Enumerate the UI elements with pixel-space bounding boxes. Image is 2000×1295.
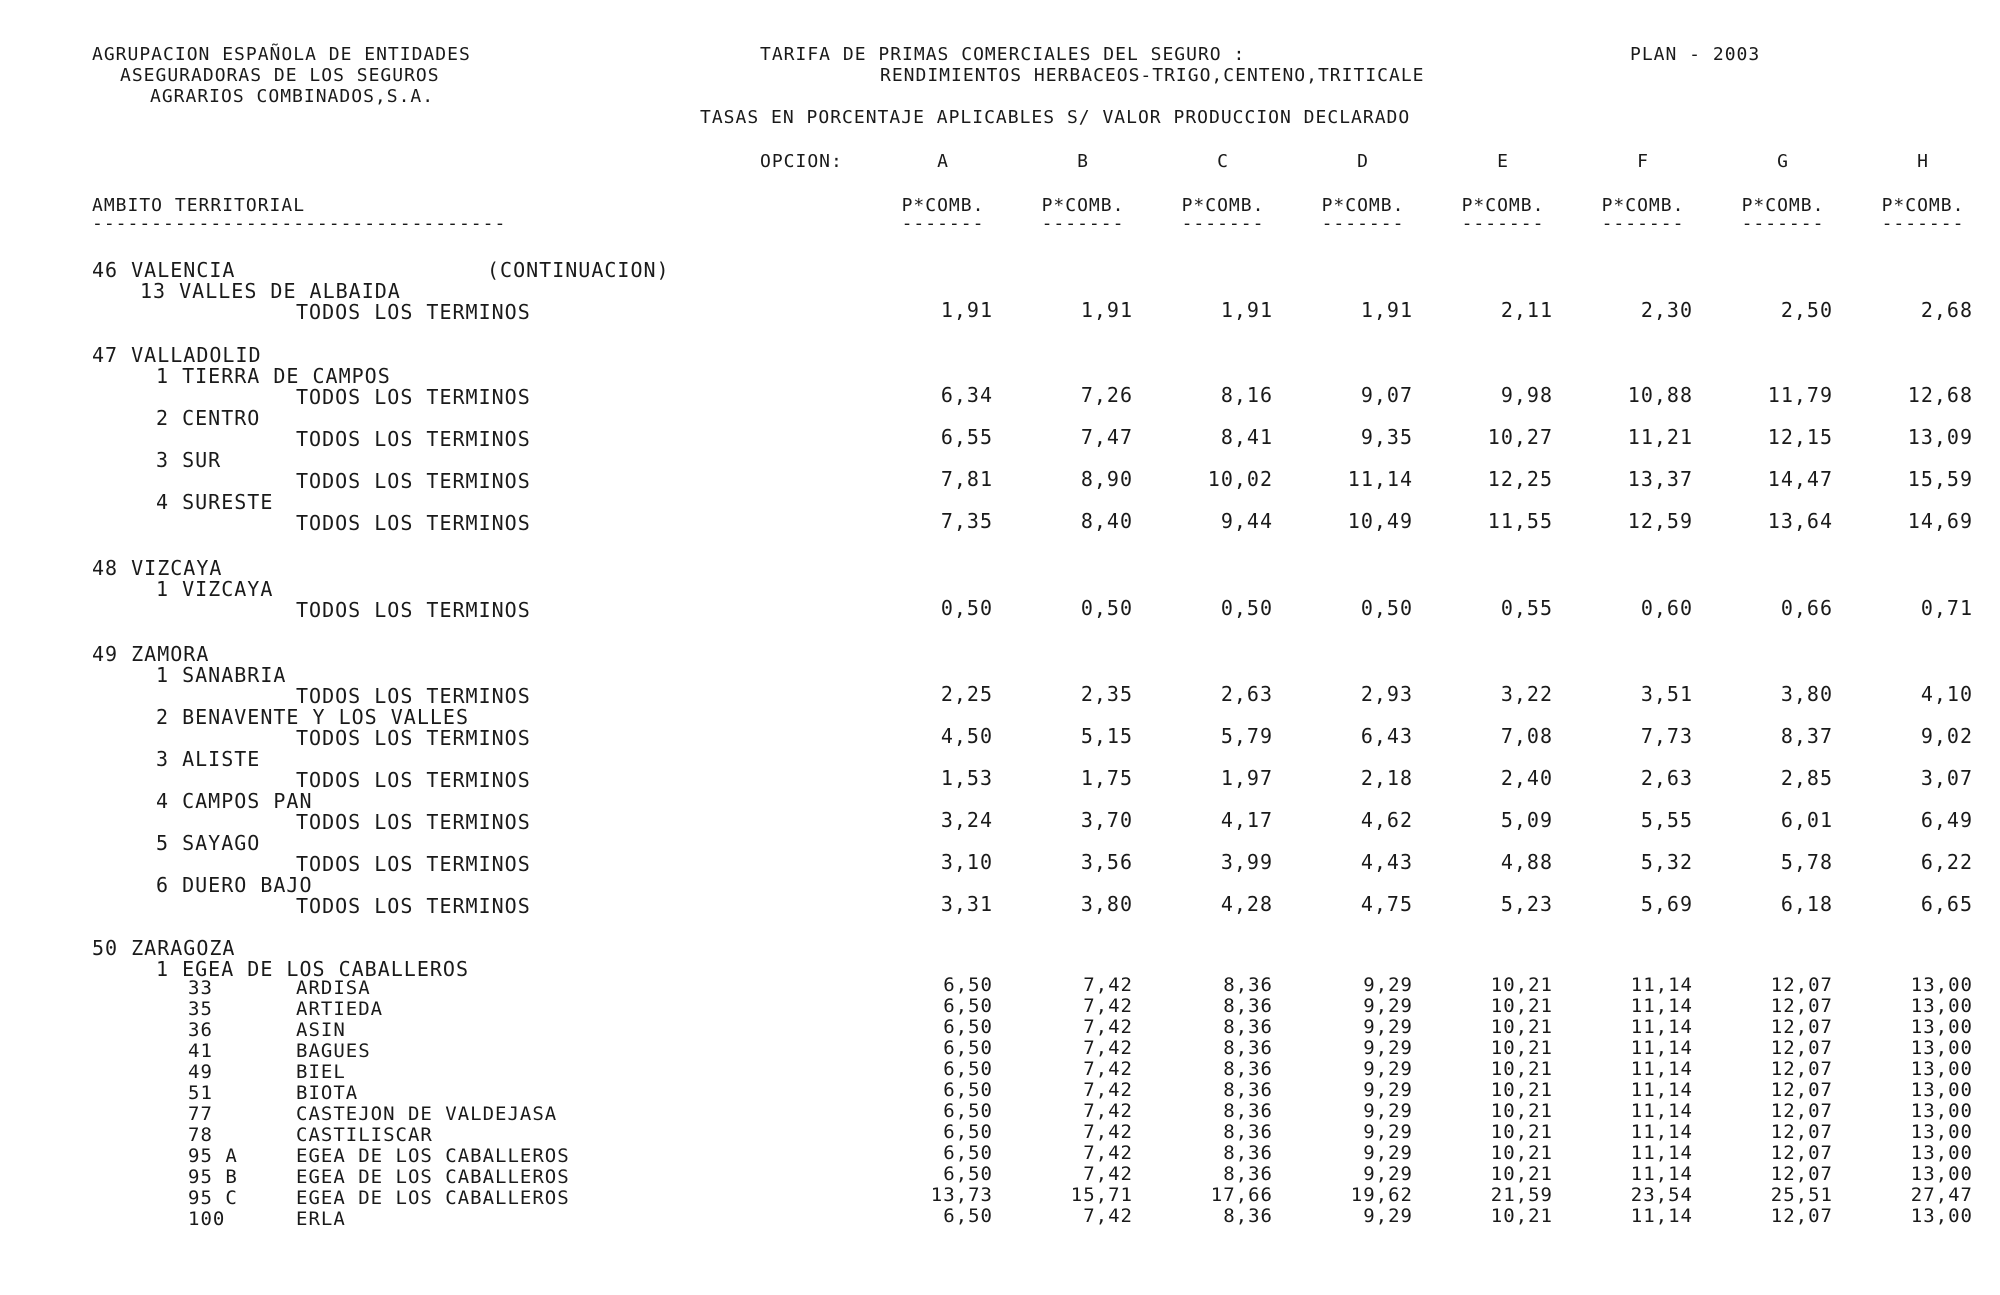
rate-value: 6,43 — [1360, 724, 1413, 748]
rate-value: 10,21 — [1490, 1142, 1553, 1164]
comb-dashes: ------- — [1461, 213, 1545, 234]
opcion-label: OPCION: — [760, 151, 843, 172]
rate-value: 3,10 — [940, 850, 993, 874]
term-name: EGEA DE LOS CABALLEROS — [296, 1187, 570, 1209]
rate-value: 10,21 — [1490, 1016, 1553, 1038]
comarca-name: 3 SUR — [156, 448, 222, 472]
rate-value: 2,11 — [1500, 298, 1553, 322]
comb-header: P*COMB. — [901, 195, 985, 216]
rate-value: 12,25 — [1487, 467, 1553, 491]
comb-dashes: ------- — [1181, 213, 1265, 234]
rate-value: 0,50 — [1360, 596, 1413, 620]
rate-value: 11,14 — [1630, 1037, 1693, 1059]
rate-value: 13,00 — [1910, 1016, 1973, 1038]
rate-value: 10,21 — [1490, 1037, 1553, 1059]
rate-value: 4,10 — [1920, 682, 1973, 706]
ambito-label: AMBITO TERRITORIAL — [92, 195, 306, 216]
comarca-name: 1 SANABRIA — [156, 663, 287, 687]
rate-value: 5,55 — [1640, 808, 1693, 832]
rate-value: 7,47 — [1080, 425, 1133, 449]
rate-value: 4,62 — [1360, 808, 1413, 832]
rate-value: 11,14 — [1347, 467, 1413, 491]
option-header-f: F — [1637, 151, 1649, 172]
rate-value: 11,14 — [1630, 1100, 1693, 1122]
rate-value: 7,73 — [1640, 724, 1693, 748]
org-name-line2: ASEGURADORAS DE LOS SEGUROS — [120, 65, 440, 86]
plan-year: PLAN - 2003 — [1630, 44, 1761, 65]
comarca-name: 2 BENAVENTE Y LOS VALLES — [156, 705, 469, 729]
term-code: 36 — [188, 1019, 213, 1041]
rate-value: 11,14 — [1630, 1058, 1693, 1080]
comb-dashes: ------- — [1741, 213, 1825, 234]
terms-label: TODOS LOS TERMINOS — [296, 894, 531, 918]
term-code: 95 A — [188, 1145, 238, 1167]
rate-value: 3,51 — [1640, 682, 1693, 706]
rate-value: 2,93 — [1360, 682, 1413, 706]
province-title: 49 ZAMORA — [92, 642, 210, 666]
rate-value: 13,73 — [930, 1184, 993, 1206]
rate-value: 7,42 — [1083, 1205, 1133, 1227]
rate-value: 8,36 — [1223, 1100, 1273, 1122]
rate-value: 21,59 — [1490, 1184, 1553, 1206]
rate-value: 12,07 — [1770, 1037, 1833, 1059]
comarca-name: 13 VALLES DE ALBAIDA — [140, 279, 401, 303]
rate-value: 9,35 — [1360, 425, 1413, 449]
rate-value: 13,64 — [1767, 509, 1833, 533]
rate-value: 8,37 — [1780, 724, 1833, 748]
rate-value: 0,50 — [1220, 596, 1273, 620]
term-code: 51 — [188, 1082, 213, 1104]
rate-value: 6,49 — [1920, 808, 1973, 832]
comb-header: P*COMB. — [1601, 195, 1685, 216]
term-name: ASIN — [296, 1019, 346, 1041]
rate-value: 5,69 — [1640, 892, 1693, 916]
rate-value: 3,24 — [940, 808, 993, 832]
rate-value: 9,07 — [1360, 383, 1413, 407]
rate-value: 10,88 — [1627, 383, 1693, 407]
rate-value: 9,29 — [1363, 1037, 1413, 1059]
rate-value: 2,63 — [1220, 682, 1273, 706]
comb-header: P*COMB. — [1181, 195, 1265, 216]
rate-value: 4,17 — [1220, 808, 1273, 832]
rate-value: 8,36 — [1223, 1142, 1273, 1164]
term-code: 95 C — [188, 1187, 238, 1209]
rate-value: 7,26 — [1080, 383, 1133, 407]
rate-value: 9,29 — [1363, 1205, 1413, 1227]
rate-value: 6,50 — [943, 1058, 993, 1080]
term-code: 77 — [188, 1103, 213, 1125]
terms-label: TODOS LOS TERMINOS — [296, 300, 531, 324]
ambito-dashes: ----------------------------------- — [92, 213, 507, 234]
term-code: 100 — [188, 1208, 226, 1230]
rate-value: 9,98 — [1500, 383, 1553, 407]
rate-value: 12,15 — [1767, 425, 1833, 449]
comb-dashes: ------- — [901, 213, 985, 234]
rate-value: 2,25 — [940, 682, 993, 706]
rate-value: 4,75 — [1360, 892, 1413, 916]
option-header-d: D — [1357, 151, 1369, 172]
rate-value: 7,81 — [940, 467, 993, 491]
rate-value: 10,49 — [1347, 509, 1413, 533]
rate-value: 17,66 — [1210, 1184, 1273, 1206]
rate-value: 8,40 — [1080, 509, 1133, 533]
comarca-name: 6 DUERO BAJO — [156, 873, 313, 897]
rate-value: 9,29 — [1363, 1058, 1413, 1080]
rate-value: 8,36 — [1223, 995, 1273, 1017]
rate-value: 5,32 — [1640, 850, 1693, 874]
rate-value: 23,54 — [1630, 1184, 1693, 1206]
rate-value: 3,31 — [940, 892, 993, 916]
rate-value: 15,71 — [1070, 1184, 1133, 1206]
rate-value: 12,07 — [1770, 1205, 1833, 1227]
rate-value: 13,00 — [1910, 1058, 1973, 1080]
rate-value: 7,42 — [1083, 1121, 1133, 1143]
rate-value: 7,42 — [1083, 995, 1133, 1017]
comb-dashes: ------- — [1601, 213, 1685, 234]
option-header-b: B — [1077, 151, 1089, 172]
terms-label: TODOS LOS TERMINOS — [296, 427, 531, 451]
terms-label: TODOS LOS TERMINOS — [296, 726, 531, 750]
rate-value: 12,07 — [1770, 1058, 1833, 1080]
rate-value: 11,21 — [1627, 425, 1693, 449]
province-title: 50 ZARAGOZA — [92, 936, 236, 960]
rate-value: 11,14 — [1630, 1079, 1693, 1101]
terms-label: TODOS LOS TERMINOS — [296, 810, 531, 834]
rate-value: 13,00 — [1910, 1163, 1973, 1185]
comarca-name: 4 CAMPOS PAN — [156, 789, 313, 813]
rate-value: 7,08 — [1500, 724, 1553, 748]
terms-label: TODOS LOS TERMINOS — [296, 385, 531, 409]
rate-value: 12,59 — [1627, 509, 1693, 533]
rate-value: 13,00 — [1910, 1037, 1973, 1059]
rate-value: 27,47 — [1910, 1184, 1973, 1206]
comarca-name: 5 SAYAGO — [156, 831, 261, 855]
rate-value: 11,14 — [1630, 1121, 1693, 1143]
rate-value: 11,14 — [1630, 1205, 1693, 1227]
rate-value: 6,50 — [943, 1079, 993, 1101]
rate-value: 1,53 — [940, 766, 993, 790]
rate-value: 11,14 — [1630, 1016, 1693, 1038]
rate-value: 12,07 — [1770, 974, 1833, 996]
rate-value: 2,35 — [1080, 682, 1133, 706]
rate-value: 7,42 — [1083, 1100, 1133, 1122]
rate-value: 12,07 — [1770, 1142, 1833, 1164]
comarca-name: 2 CENTRO — [156, 406, 261, 430]
terms-label: TODOS LOS TERMINOS — [296, 684, 531, 708]
rate-value: 0,50 — [1080, 596, 1133, 620]
rate-value: 8,36 — [1223, 1016, 1273, 1038]
term-name: BAGUES — [296, 1040, 371, 1062]
rate-value: 7,42 — [1083, 1079, 1133, 1101]
rate-value: 8,41 — [1220, 425, 1273, 449]
rate-value: 15,59 — [1907, 467, 1973, 491]
rate-value: 7,35 — [940, 509, 993, 533]
rate-value: 7,42 — [1083, 1142, 1133, 1164]
option-header-c: C — [1217, 151, 1229, 172]
rate-value: 1,75 — [1080, 766, 1133, 790]
rate-value: 12,68 — [1907, 383, 1973, 407]
comb-header: P*COMB. — [1321, 195, 1405, 216]
rate-value: 10,02 — [1207, 467, 1273, 491]
org-name-line1: AGRUPACION ESPAÑOLA DE ENTIDADES — [92, 44, 471, 65]
rate-value: 10,21 — [1490, 1058, 1553, 1080]
rate-value: 1,91 — [1080, 298, 1133, 322]
rate-value: 5,79 — [1220, 724, 1273, 748]
rate-value: 9,29 — [1363, 1121, 1413, 1143]
rate-value: 1,91 — [940, 298, 993, 322]
rate-value: 3,56 — [1080, 850, 1133, 874]
rate-value: 7,42 — [1083, 1058, 1133, 1080]
rate-value: 11,14 — [1630, 1163, 1693, 1185]
rate-value: 6,50 — [943, 1205, 993, 1227]
terms-label: TODOS LOS TERMINOS — [296, 852, 531, 876]
comb-dashes: ------- — [1321, 213, 1405, 234]
rate-value: 10,21 — [1490, 1100, 1553, 1122]
rate-value: 10,21 — [1490, 1205, 1553, 1227]
rate-value: 4,50 — [940, 724, 993, 748]
rate-value: 11,55 — [1487, 509, 1553, 533]
rate-value: 9,29 — [1363, 1016, 1413, 1038]
term-code: 78 — [188, 1124, 213, 1146]
rate-value: 2,85 — [1780, 766, 1833, 790]
comb-header: P*COMB. — [1881, 195, 1965, 216]
rate-value: 5,23 — [1500, 892, 1553, 916]
rate-value: 8,90 — [1080, 467, 1133, 491]
rate-value: 14,47 — [1767, 467, 1833, 491]
term-name: BIEL — [296, 1061, 346, 1083]
rate-value: 9,02 — [1920, 724, 1973, 748]
option-header-a: A — [937, 151, 949, 172]
rate-value: 3,80 — [1080, 892, 1133, 916]
rate-value: 6,50 — [943, 1163, 993, 1185]
rate-value: 7,42 — [1083, 1163, 1133, 1185]
term-name: ARTIEDA — [296, 998, 384, 1020]
rate-value: 11,14 — [1630, 1142, 1693, 1164]
rate-value: 10,21 — [1490, 1079, 1553, 1101]
rate-value: 9,29 — [1363, 995, 1413, 1017]
rate-value: 0,55 — [1500, 596, 1553, 620]
rate-value: 13,00 — [1910, 1100, 1973, 1122]
comarca-name: 3 ALISTE — [156, 747, 261, 771]
rate-value: 8,36 — [1223, 974, 1273, 996]
rate-value: 6,50 — [943, 1016, 993, 1038]
comb-header: P*COMB. — [1461, 195, 1545, 216]
rate-value: 4,88 — [1500, 850, 1553, 874]
option-header-g: G — [1777, 151, 1789, 172]
term-code: 33 — [188, 977, 213, 999]
rate-value: 5,09 — [1500, 808, 1553, 832]
rate-value: 9,29 — [1363, 1163, 1413, 1185]
province-title: 46 VALENCIA — [92, 258, 236, 282]
province-title: 47 VALLADOLID — [92, 343, 262, 367]
rate-value: 6,34 — [940, 383, 993, 407]
rate-value: 2,30 — [1640, 298, 1693, 322]
rate-value: 12,07 — [1770, 1163, 1833, 1185]
tariff-title: TARIFA DE PRIMAS COMERCIALES DEL SEGURO : — [760, 44, 1246, 65]
option-header-h: H — [1917, 151, 1929, 172]
rate-value: 7,42 — [1083, 1016, 1133, 1038]
rate-value: 6,65 — [1920, 892, 1973, 916]
term-code: 41 — [188, 1040, 213, 1062]
rate-value: 9,44 — [1220, 509, 1273, 533]
term-name: ARDISA — [296, 977, 371, 999]
rate-value: 8,36 — [1223, 1037, 1273, 1059]
rate-value: 0,50 — [940, 596, 993, 620]
rate-value: 19,62 — [1350, 1184, 1413, 1206]
rate-value: 6,22 — [1920, 850, 1973, 874]
term-name: CASTILISCAR — [296, 1124, 433, 1146]
rate-value: 6,50 — [943, 1121, 993, 1143]
rate-value: 4,43 — [1360, 850, 1413, 874]
rate-value: 11,79 — [1767, 383, 1833, 407]
rates-subtitle: TASAS EN PORCENTAJE APLICABLES S/ VALOR PRODUCCION DECLARADO — [700, 107, 1411, 128]
rate-value: 25,51 — [1770, 1184, 1833, 1206]
rate-value: 14,69 — [1907, 509, 1973, 533]
rate-value: 12,07 — [1770, 995, 1833, 1017]
term-name: BIOTA — [296, 1082, 359, 1104]
rate-value: 7,42 — [1083, 1037, 1133, 1059]
rate-value: 13,00 — [1910, 974, 1973, 996]
term-name: EGEA DE LOS CABALLEROS — [296, 1145, 570, 1167]
rate-value: 10,27 — [1487, 425, 1553, 449]
rate-value: 6,50 — [943, 974, 993, 996]
rate-value: 3,99 — [1220, 850, 1273, 874]
comarca-name: 4 SURESTE — [156, 490, 274, 514]
province-title: 48 VIZCAYA — [92, 556, 223, 580]
rate-value: 5,78 — [1780, 850, 1833, 874]
term-name: ERLA — [296, 1208, 346, 1230]
rate-value: 1,91 — [1360, 298, 1413, 322]
rate-value: 2,50 — [1780, 298, 1833, 322]
term-name: CASTEJON DE VALDEJASA — [296, 1103, 558, 1125]
rate-value: 12,07 — [1770, 1121, 1833, 1143]
comb-header: P*COMB. — [1741, 195, 1825, 216]
rate-value: 11,14 — [1630, 995, 1693, 1017]
comb-dashes: ------- — [1041, 213, 1125, 234]
rate-value: 0,66 — [1780, 596, 1833, 620]
rate-value: 6,01 — [1780, 808, 1833, 832]
rate-value: 6,50 — [943, 995, 993, 1017]
terms-label: TODOS LOS TERMINOS — [296, 768, 531, 792]
terms-label: TODOS LOS TERMINOS — [296, 469, 531, 493]
continuation-label: (CONTINUACION) — [487, 258, 670, 282]
rate-value: 11,14 — [1630, 974, 1693, 996]
comarca-name: 1 VIZCAYA — [156, 577, 274, 601]
rate-value: 6,55 — [940, 425, 993, 449]
rate-value: 12,07 — [1770, 1016, 1833, 1038]
rate-value: 3,70 — [1080, 808, 1133, 832]
rate-value: 1,97 — [1220, 766, 1273, 790]
rate-value: 13,00 — [1910, 1142, 1973, 1164]
comarca-name: 1 EGEA DE LOS CABALLEROS — [156, 957, 469, 981]
rate-value: 10,21 — [1490, 1121, 1553, 1143]
rate-value: 12,07 — [1770, 1079, 1833, 1101]
rate-value: 0,60 — [1640, 596, 1693, 620]
comarca-name: 1 TIERRA DE CAMPOS — [156, 364, 391, 388]
rate-value: 13,00 — [1910, 1205, 1973, 1227]
rate-value: 9,29 — [1363, 1142, 1413, 1164]
rate-value: 8,36 — [1223, 1163, 1273, 1185]
rate-value: 9,29 — [1363, 1100, 1413, 1122]
org-name-line3: AGRARIOS COMBINADOS,S.A. — [150, 86, 435, 107]
comb-header: P*COMB. — [1041, 195, 1125, 216]
rate-value: 13,00 — [1910, 995, 1973, 1017]
term-code: 49 — [188, 1061, 213, 1083]
rate-value: 2,63 — [1640, 766, 1693, 790]
rate-value: 12,07 — [1770, 1100, 1833, 1122]
rate-value: 0,71 — [1920, 596, 1973, 620]
rate-value: 6,18 — [1780, 892, 1833, 916]
rate-value: 1,91 — [1220, 298, 1273, 322]
rate-value: 13,00 — [1910, 1079, 1973, 1101]
rate-value: 8,16 — [1220, 383, 1273, 407]
term-name: EGEA DE LOS CABALLEROS — [296, 1166, 570, 1188]
rate-value: 13,00 — [1910, 1121, 1973, 1143]
term-code: 35 — [188, 998, 213, 1020]
rate-value: 3,07 — [1920, 766, 1973, 790]
rate-value: 10,21 — [1490, 1163, 1553, 1185]
rate-value: 8,36 — [1223, 1205, 1273, 1227]
rate-value: 2,40 — [1500, 766, 1553, 790]
terms-label: TODOS LOS TERMINOS — [296, 598, 531, 622]
rate-value: 10,21 — [1490, 974, 1553, 996]
rate-value: 8,36 — [1223, 1079, 1273, 1101]
rate-value: 8,36 — [1223, 1058, 1273, 1080]
comb-dashes: ------- — [1881, 213, 1965, 234]
rate-value: 4,28 — [1220, 892, 1273, 916]
rate-value: 13,09 — [1907, 425, 1973, 449]
rate-value: 9,29 — [1363, 1079, 1413, 1101]
rate-value: 9,29 — [1363, 974, 1413, 996]
rate-value: 6,50 — [943, 1037, 993, 1059]
rate-value: 5,15 — [1080, 724, 1133, 748]
term-code: 95 B — [188, 1166, 238, 1188]
rate-value: 3,80 — [1780, 682, 1833, 706]
rate-value: 2,18 — [1360, 766, 1413, 790]
rate-value: 3,22 — [1500, 682, 1553, 706]
rate-value: 13,37 — [1627, 467, 1693, 491]
rate-value: 2,68 — [1920, 298, 1973, 322]
tariff-crop: RENDIMIENTOS HERBACEOS-TRIGO,CENTENO,TRITICALE — [880, 65, 1425, 86]
option-header-e: E — [1497, 151, 1509, 172]
rate-value: 6,50 — [943, 1100, 993, 1122]
rate-value: 7,42 — [1083, 974, 1133, 996]
rate-value: 10,21 — [1490, 995, 1553, 1017]
rate-value: 6,50 — [943, 1142, 993, 1164]
terms-label: TODOS LOS TERMINOS — [296, 511, 531, 535]
rate-value: 8,36 — [1223, 1121, 1273, 1143]
